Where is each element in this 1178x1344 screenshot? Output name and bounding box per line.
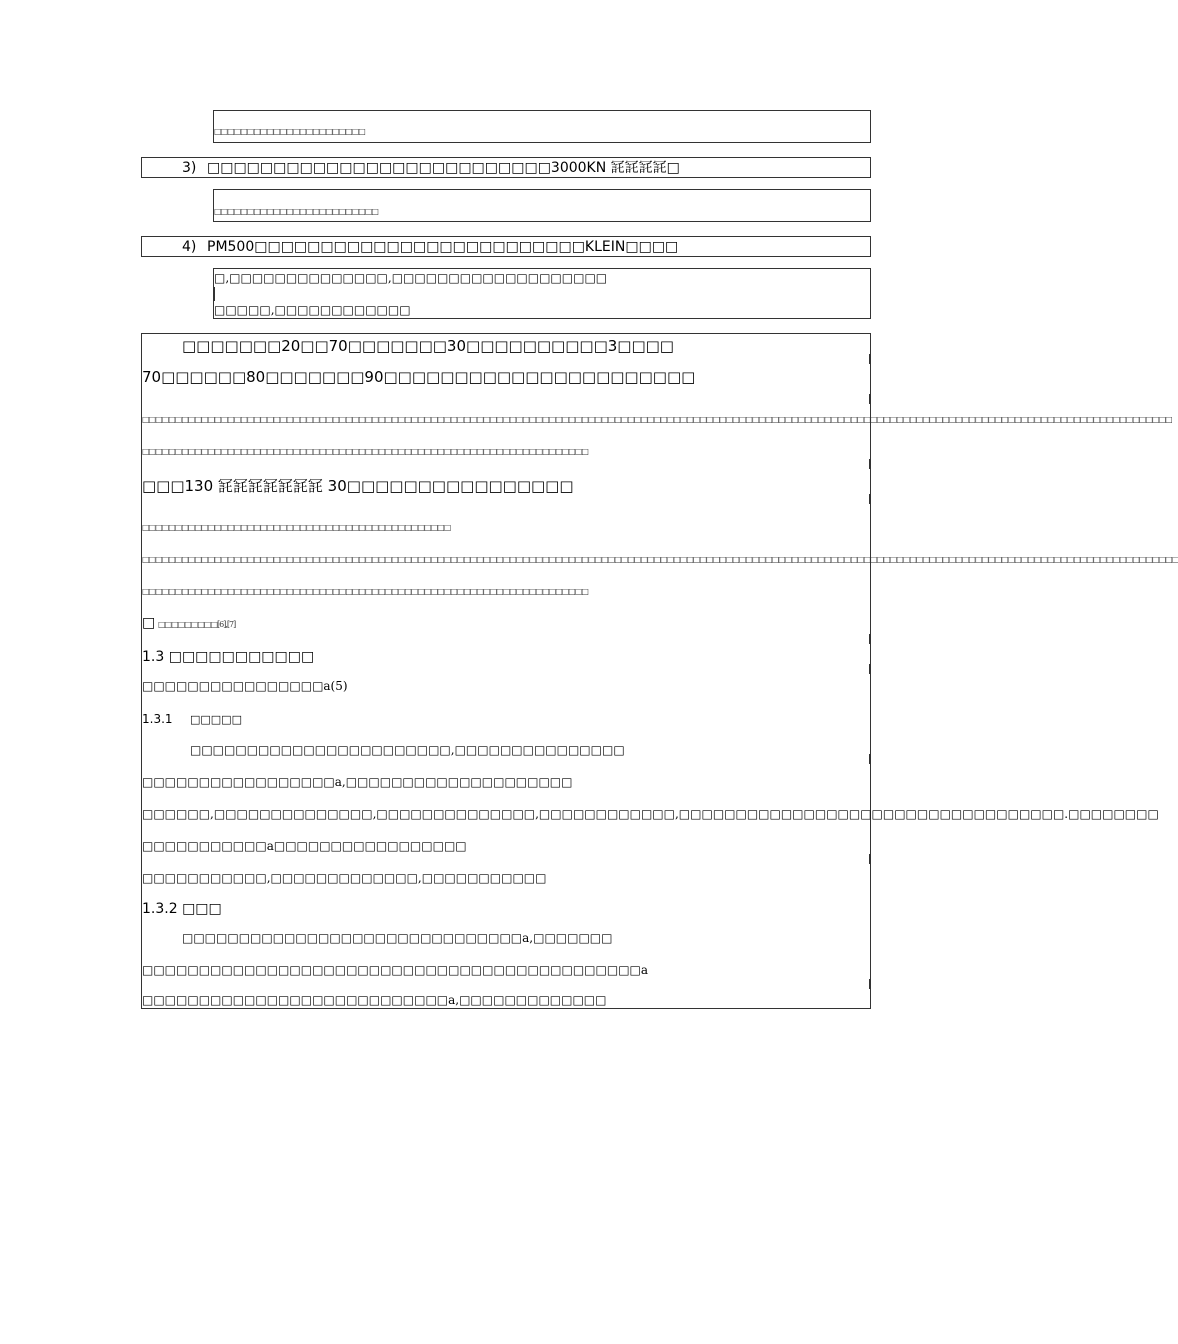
paragraph-2: 70□□□□□□80□□□□□□□90□□□□□□□□□□□□□□□□□□□□□□ [142,368,696,386]
paragraph-13: □□□□□□□□□□□a□□□□□□□□□□□□□□□□□ [142,839,467,853]
list-item-4-number: 4) [182,239,197,255]
paragraph-16: □□□□□□□□□□□□□□□□□□□□□□□□□□□□□□□□□□□□□□□□□□□□a [142,963,649,977]
right-edge-mark [869,754,870,764]
paragraph-6: □□□□□□□□□□□□□□□□□□□□□□□□□□□□□□□□□□□□□□□□□□□□□□□ [142,523,451,532]
list-item-4-text: PM500□□□□□□□□□□□□□□□□□□□□□□□□□KLEIN□□□□ [207,239,679,255]
main-text-frame [141,333,1178,1009]
text-box-2-line: □□□□□□□□□□□□□□□□□□□□□□□□□ [214,207,378,216]
section-1-3-subtitle: □□□□□□□□□□□□□□□□a(5) [142,679,348,693]
text-box-3-divider [214,287,215,301]
paragraph-10: □□□□□□□□□□□□□□□□□□□□□□□,□□□□□□□□□□□□□□□ [190,743,625,757]
paragraph-17: □□□□□□□□□□□□□□□□□□□□□□□□□□□a,□□□□□□□□□□□□□ [142,993,607,1007]
paragraph-9-mark: □ [142,615,156,631]
right-edge-mark [869,664,870,674]
paragraph-12: □□□□□□,□□□□□□□□□□□□□□,□□□□□□□□□□□□□□,□□□□□□□□□□□□,□□□□□□□□□□□□□□□□□□□□□□□□□□□□□□□□□□.□□□□□□□□ [142,807,1159,821]
text-box-1 [213,110,871,143]
text-box-3-line-1: □,□□□□□□□□□□□□□□,□□□□□□□□□□□□□□□□□□□ [214,271,608,285]
paragraph-9-citation: □□□□□□□□□[6],[7] [158,620,236,629]
paragraph-14: □□□□□□□□□□□,□□□□□□□□□□□□□,□□□□□□□□□□□ [142,871,547,885]
list-item-4 [141,236,871,257]
paragraph-11: □□□□□□□□□□□□□□□□□a,□□□□□□□□□□□□□□□□□□□□ [142,775,573,789]
section-heading-1-3: 1.3 □□□□□□□□□□□ [142,649,315,665]
section-heading-1-3-1-number: 1.3.1 [142,712,173,726]
right-edge-mark [869,494,870,504]
text-box-3-line-2: □□□□□,□□□□□□□□□□□□ [214,303,411,317]
paragraph-1: □□□□□□□20□□70□□□□□□□30□□□□□□□□□□3□□□□ [182,337,674,355]
paragraph-8: □□□□□□□□□□□□□□□□□□□□□□□□□□□□□□□□□□□□□□□□□□□□□□□□□□□□□□□□□□□□□□□□□□□□ [142,587,588,596]
section-heading-1-3-2: 1.3.2 □□□ [142,901,222,917]
section-heading-1-3-1-title: □□□□□ [190,713,242,726]
paragraph-4: □□□□□□□□□□□□□□□□□□□□□□□□□□□□□□□□□□□□□□□□□□□□□□□□□□□□□□□□□□□□□□□□□□□□ [142,447,588,456]
list-item-3 [141,157,871,178]
paragraph-5: □□□130 㓃㓃㓃㓃㓃㓃㓃 30□□□□□□□□□□□□□□□□ [142,477,574,495]
right-edge-mark [869,354,870,364]
paragraph-3: □□□□□□□□□□□□□□□□□□□□□□□□□□□□□□□□□□□□□□□□□□□□□□□□□□□□□□□□□□□□□□□□□□□□□□□□□□□□□□□□□□□□□□□□□□□□□□□□□□□□□□□□□□□□□□□□□□□□□□□□□□□□□□□□□□□□□□□□□□□□□□□□□□□□□□□□□□□□□ [142,415,1172,424]
right-edge-mark [869,394,870,404]
paragraph-15: □□□□□□□□□□□□□□□□□□□□□□□□□□□□□□a,□□□□□□□ [182,931,613,945]
right-edge-mark [869,459,870,469]
text-box-3 [213,268,871,319]
text-box-1-line: □□□□□□□□□□□□□□□□□□□□□□□ [214,127,365,136]
paragraph-7: □□□□□□□□□□□□□□□□□□□□□□□□□□□□□□□□□□□□□□□□□□□□□□□□□□□□□□□□□□□□□□□□□□□□□□□□□□□□□□□□□□□□□□□□□□□□□□□□□□□□□□□□□□□□□□□□□□□□□□□□□□□□□□□□□□□□□□□□□□□□□□□□□□□□□□□□□□□□□□ [142,555,1178,564]
right-edge-mark [869,979,870,989]
right-edge-mark [869,854,870,864]
right-edge-mark [869,634,870,644]
list-item-3-number: 3) [182,160,197,176]
list-item-3-text: □□□□□□□□□□□□□□□□□□□□□□□□□□3000KN 㓃㓃㓃㓃□ [207,160,680,176]
text-box-2 [213,189,871,222]
